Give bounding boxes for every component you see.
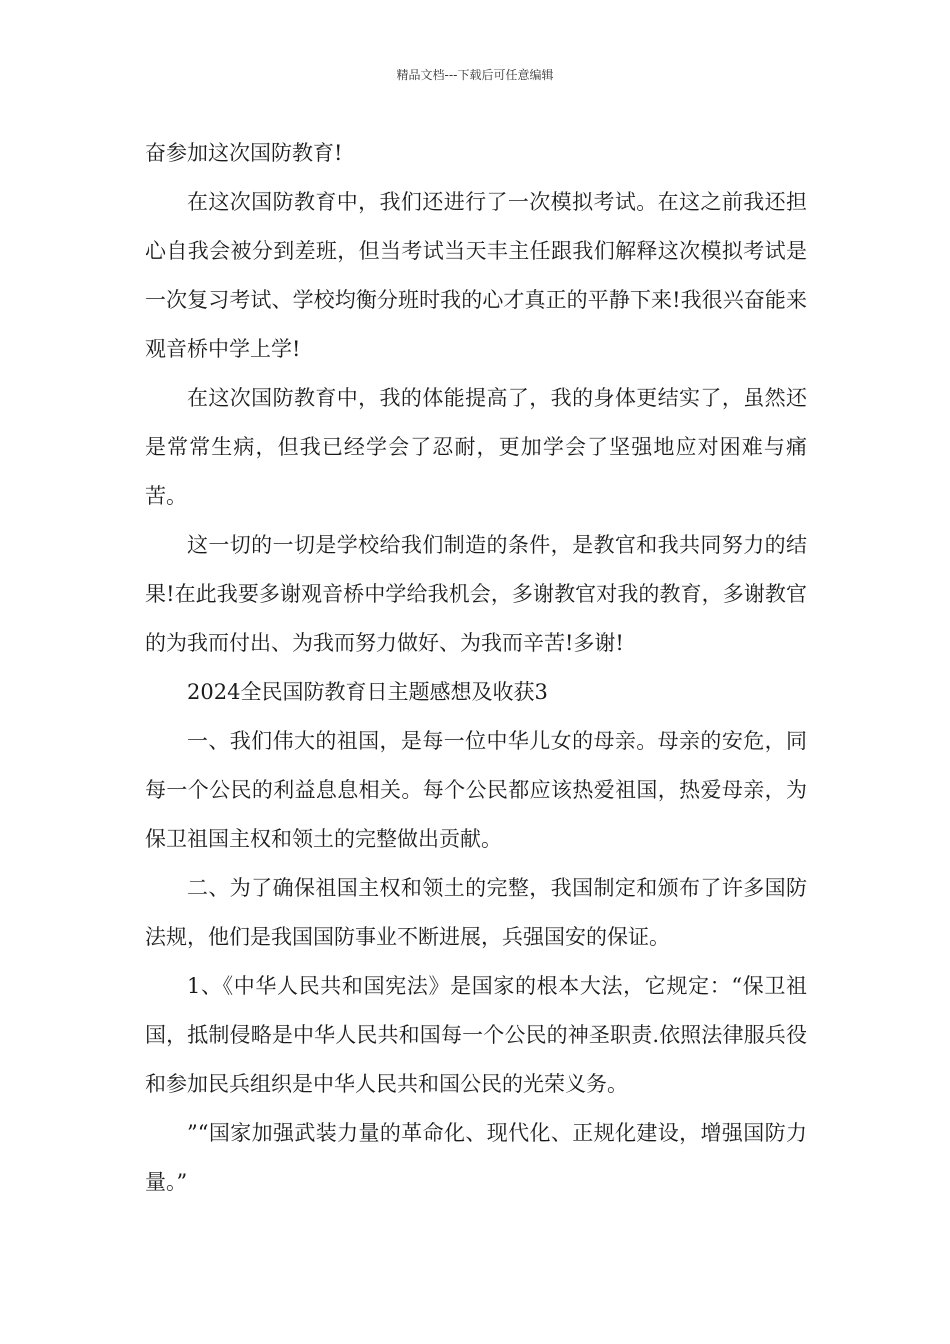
section-heading: 2024全民国防教育日主题感想及收获3 bbox=[187, 680, 548, 704]
page-header: 精品文档---下载后可任意编辑 bbox=[396, 68, 554, 82]
paragraph: 在这次国防教育中，我们还进行了一次模拟考试。在这之前我还担心自我会被分到差班，但当考试当天丰主任跟我们解释这次模拟考试是一次复习考试、学校均衡分班时我的心才真正的平静下来!我很兴奋能来观音桥中学上学! bbox=[145, 190, 807, 361]
paragraph: 一、我们伟大的祖国，是每一位中华儿女的母亲。母亲的安危，同每一个公民的利益息息相关。每个公民都应该热爱祖国，热爱母亲，为保卫祖国主权和领土的完整做出贡献。 bbox=[145, 729, 807, 851]
paragraph: 二、为了确保祖国主权和领土的完整，我国制定和颁布了许多国防法规，他们是我国国防事业不断进展，兵强国安的保证。 bbox=[145, 876, 807, 949]
paragraph-continuation: 奋参加这次国防教育! bbox=[145, 141, 343, 165]
paragraph: 1、《中华人民共和国宪法》是国家的根本大法，它规定：“保卫祖国，抵制侵略是中华人民共和国每一个公民的神圣职责.依照法律服兵役和参加民兵组织是中华人民共和国公民的光荣义务。 bbox=[145, 974, 807, 1096]
paragraph: ”“国家加强武装力量的革命化、现代化、正规化建设，增强国防力量。” bbox=[145, 1121, 807, 1194]
paragraph: 在这次国防教育中，我的体能提高了，我的身体更结实了，虽然还是常常生病，但我已经学会了忍耐，更加学会了坚强地应对困难与痛苦。 bbox=[145, 386, 807, 508]
paragraph: 这一切的一切是学校给我们制造的条件，是教官和我共同努力的结果!在此我要多谢观音桥中学给我机会，多谢教官对我的教育，多谢教官的为我而付出、为我而努力做好、为我而辛苦!多谢! bbox=[145, 533, 807, 655]
document-body bbox=[145, 129, 807, 1207]
